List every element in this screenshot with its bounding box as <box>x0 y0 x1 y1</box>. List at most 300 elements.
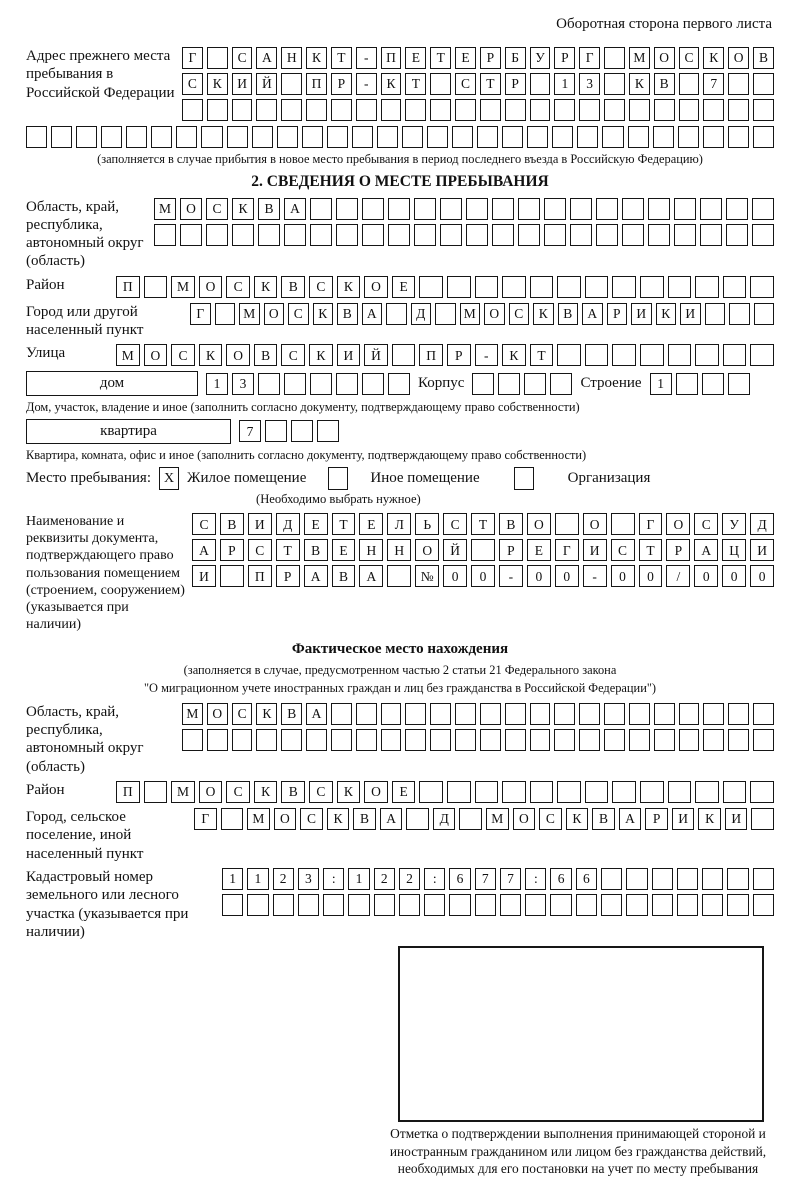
char-cell[interactable] <box>505 729 526 751</box>
char-cell[interactable] <box>387 565 411 587</box>
char-cell[interactable]: О <box>180 198 202 220</box>
char-cell[interactable] <box>753 868 774 890</box>
char-cell[interactable] <box>700 198 722 220</box>
char-cell[interactable]: И <box>631 303 652 325</box>
char-cell[interactable]: И <box>337 344 361 366</box>
char-cell[interactable]: Е <box>455 47 476 69</box>
char-cell[interactable] <box>284 224 306 246</box>
char-cell[interactable]: : <box>525 868 546 890</box>
char-cell[interactable] <box>348 894 369 916</box>
char-cell[interactable]: К <box>337 276 361 298</box>
char-cell[interactable]: К <box>306 47 327 69</box>
char-cell[interactable]: А <box>192 539 216 561</box>
char-cell[interactable] <box>306 729 327 751</box>
char-cell[interactable]: С <box>232 703 253 725</box>
char-cell[interactable]: В <box>304 539 328 561</box>
char-cell[interactable] <box>466 198 488 220</box>
char-cell[interactable] <box>679 99 700 121</box>
char-cell[interactable] <box>327 126 348 148</box>
char-cell[interactable]: И <box>680 303 701 325</box>
char-cell[interactable]: 3 <box>298 868 319 890</box>
char-cell[interactable] <box>602 126 623 148</box>
char-cell[interactable] <box>723 781 747 803</box>
char-cell[interactable] <box>702 894 723 916</box>
char-cell[interactable]: Т <box>331 47 352 69</box>
char-cell[interactable]: С <box>171 344 195 366</box>
char-cell[interactable]: С <box>539 808 562 830</box>
char-cell[interactable] <box>679 703 700 725</box>
char-cell[interactable]: Е <box>392 276 416 298</box>
char-cell[interactable]: 7 <box>500 868 521 890</box>
char-cell[interactable] <box>182 99 203 121</box>
char-cell[interactable]: В <box>281 703 302 725</box>
char-cell[interactable] <box>331 99 352 121</box>
char-cell[interactable] <box>703 126 724 148</box>
char-cell[interactable]: С <box>226 781 250 803</box>
char-cell[interactable]: Т <box>430 47 451 69</box>
char-cell[interactable]: Е <box>405 47 426 69</box>
char-cell[interactable]: 3 <box>232 373 254 395</box>
char-cell[interactable] <box>298 894 319 916</box>
char-cell[interactable] <box>256 729 277 751</box>
char-cell[interactable]: Е <box>332 539 356 561</box>
char-cell[interactable]: О <box>527 513 551 535</box>
char-cell[interactable]: Г <box>579 47 600 69</box>
char-cell[interactable]: К <box>337 781 361 803</box>
char-cell[interactable]: 2 <box>374 868 395 890</box>
char-cell[interactable]: В <box>254 344 278 366</box>
char-cell[interactable]: С <box>182 73 203 95</box>
char-cell[interactable] <box>585 781 609 803</box>
char-cell[interactable] <box>475 781 499 803</box>
char-cell[interactable]: 6 <box>550 868 571 890</box>
char-cell[interactable] <box>753 894 774 916</box>
char-cell[interactable] <box>258 373 280 395</box>
char-cell[interactable] <box>629 729 650 751</box>
char-cell[interactable]: К <box>381 73 402 95</box>
char-cell[interactable] <box>475 894 496 916</box>
char-cell[interactable]: Р <box>220 539 244 561</box>
char-cell[interactable]: К <box>533 303 554 325</box>
char-cell[interactable]: 7 <box>475 868 496 890</box>
char-cell[interactable] <box>362 373 384 395</box>
char-cell[interactable] <box>336 224 358 246</box>
char-cell[interactable] <box>702 373 724 395</box>
char-cell[interactable] <box>419 276 443 298</box>
char-cell[interactable]: Б <box>505 47 526 69</box>
char-cell[interactable] <box>653 126 674 148</box>
char-cell[interactable]: О <box>264 303 285 325</box>
char-cell[interactable] <box>182 729 203 751</box>
char-cell[interactable] <box>388 198 410 220</box>
char-cell[interactable]: В <box>281 276 305 298</box>
char-cell[interactable]: О <box>144 344 168 366</box>
char-cell[interactable] <box>530 73 551 95</box>
char-cell[interactable]: В <box>258 198 280 220</box>
char-cell[interactable] <box>430 703 451 725</box>
char-cell[interactable]: 1 <box>206 373 228 395</box>
char-cell[interactable]: И <box>672 808 695 830</box>
char-cell[interactable]: В <box>353 808 376 830</box>
char-cell[interactable] <box>256 99 277 121</box>
char-cell[interactable] <box>550 373 572 395</box>
char-cell[interactable]: - <box>475 344 499 366</box>
char-cell[interactable] <box>576 894 597 916</box>
char-cell[interactable]: В <box>499 513 523 535</box>
char-cell[interactable]: К <box>256 703 277 725</box>
char-cell[interactable] <box>265 420 287 442</box>
char-cell[interactable] <box>281 73 302 95</box>
char-cell[interactable]: 1 <box>222 868 243 890</box>
char-cell[interactable]: С <box>281 344 305 366</box>
char-cell[interactable]: В <box>654 73 675 95</box>
char-cell[interactable] <box>336 198 358 220</box>
char-cell[interactable] <box>356 703 377 725</box>
char-cell[interactable] <box>677 894 698 916</box>
char-cell[interactable]: И <box>750 539 774 561</box>
char-cell[interactable]: К <box>629 73 650 95</box>
char-cell[interactable] <box>726 224 748 246</box>
char-cell[interactable]: С <box>300 808 323 830</box>
char-cell[interactable]: Т <box>405 73 426 95</box>
char-cell[interactable] <box>414 224 436 246</box>
char-cell[interactable]: О <box>364 276 388 298</box>
char-cell[interactable]: П <box>116 781 140 803</box>
char-cell[interactable]: 6 <box>449 868 470 890</box>
char-cell[interactable]: И <box>232 73 253 95</box>
char-cell[interactable] <box>640 276 664 298</box>
char-cell[interactable] <box>207 99 228 121</box>
char-cell[interactable] <box>430 729 451 751</box>
char-cell[interactable] <box>640 344 664 366</box>
char-cell[interactable] <box>604 703 625 725</box>
char-cell[interactable] <box>362 198 384 220</box>
char-cell[interactable] <box>220 565 244 587</box>
char-cell[interactable]: Р <box>480 47 501 69</box>
char-cell[interactable] <box>557 344 581 366</box>
char-cell[interactable]: И <box>248 513 272 535</box>
char-cell[interactable] <box>180 224 202 246</box>
char-cell[interactable] <box>317 420 339 442</box>
char-cell[interactable] <box>310 224 332 246</box>
char-cell[interactable]: П <box>381 47 402 69</box>
char-cell[interactable]: С <box>248 539 272 561</box>
char-cell[interactable]: 6 <box>576 868 597 890</box>
char-cell[interactable] <box>502 276 526 298</box>
char-cell[interactable]: О <box>226 344 250 366</box>
char-cell[interactable]: С <box>455 73 476 95</box>
char-cell[interactable] <box>306 99 327 121</box>
char-cell[interactable]: М <box>171 781 195 803</box>
char-cell[interactable]: В <box>337 303 358 325</box>
char-cell[interactable] <box>604 73 625 95</box>
char-cell[interactable] <box>728 126 749 148</box>
char-cell[interactable] <box>695 781 719 803</box>
char-cell[interactable] <box>579 99 600 121</box>
char-cell[interactable] <box>405 729 426 751</box>
char-cell[interactable]: В <box>281 781 305 803</box>
char-cell[interactable]: У <box>722 513 746 535</box>
char-cell[interactable] <box>388 373 410 395</box>
char-cell[interactable] <box>702 868 723 890</box>
char-cell[interactable] <box>727 894 748 916</box>
char-cell[interactable]: С <box>443 513 467 535</box>
char-cell[interactable]: В <box>592 808 615 830</box>
char-cell[interactable]: Р <box>607 303 628 325</box>
char-cell[interactable]: Р <box>331 73 352 95</box>
char-cell[interactable]: К <box>703 47 724 69</box>
char-cell[interactable] <box>612 344 636 366</box>
char-cell[interactable]: 0 <box>750 565 774 587</box>
char-cell[interactable]: М <box>247 808 270 830</box>
char-cell[interactable] <box>377 126 398 148</box>
char-cell[interactable] <box>752 198 774 220</box>
char-cell[interactable] <box>525 894 546 916</box>
char-cell[interactable]: М <box>116 344 140 366</box>
char-cell[interactable] <box>530 781 554 803</box>
char-cell[interactable] <box>144 781 168 803</box>
char-cell[interactable]: В <box>558 303 579 325</box>
char-cell[interactable] <box>703 703 724 725</box>
char-cell[interactable]: 2 <box>273 868 294 890</box>
char-cell[interactable] <box>440 224 462 246</box>
char-cell[interactable]: У <box>530 47 551 69</box>
char-cell[interactable] <box>753 729 774 751</box>
char-cell[interactable] <box>207 47 228 69</box>
char-cell[interactable] <box>750 344 774 366</box>
char-cell[interactable] <box>76 126 97 148</box>
char-cell[interactable] <box>674 198 696 220</box>
char-cell[interactable] <box>577 126 598 148</box>
char-cell[interactable] <box>727 868 748 890</box>
char-cell[interactable] <box>492 198 514 220</box>
char-cell[interactable]: О <box>513 808 536 830</box>
char-cell[interactable]: М <box>629 47 650 69</box>
char-cell[interactable]: Т <box>276 539 300 561</box>
char-cell[interactable] <box>449 894 470 916</box>
char-cell[interactable] <box>232 99 253 121</box>
char-cell[interactable]: 0 <box>722 565 746 587</box>
stay-type-checkbox-other-premises[interactable] <box>328 467 348 490</box>
char-cell[interactable] <box>703 99 724 121</box>
char-cell[interactable] <box>475 276 499 298</box>
char-cell[interactable] <box>452 126 473 148</box>
char-cell[interactable]: М <box>460 303 481 325</box>
char-cell[interactable]: А <box>304 565 328 587</box>
char-cell[interactable]: О <box>666 513 690 535</box>
char-cell[interactable]: Г <box>639 513 663 535</box>
char-cell[interactable] <box>622 198 644 220</box>
char-cell[interactable] <box>227 126 248 148</box>
char-cell[interactable] <box>557 276 581 298</box>
char-cell[interactable] <box>640 781 664 803</box>
char-cell[interactable]: Л <box>387 513 411 535</box>
char-cell[interactable]: 1 <box>247 868 268 890</box>
char-cell[interactable] <box>505 703 526 725</box>
char-cell[interactable]: Д <box>433 808 456 830</box>
char-cell[interactable] <box>480 729 501 751</box>
char-cell[interactable] <box>652 894 673 916</box>
char-cell[interactable]: - <box>356 73 377 95</box>
char-cell[interactable] <box>570 224 592 246</box>
char-cell[interactable] <box>654 703 675 725</box>
stay-type-checkbox-residential[interactable]: X <box>159 467 179 490</box>
char-cell[interactable] <box>430 73 451 95</box>
char-cell[interactable]: О <box>364 781 388 803</box>
char-cell[interactable]: М <box>486 808 509 830</box>
char-cell[interactable] <box>215 303 236 325</box>
char-cell[interactable]: К <box>309 344 333 366</box>
char-cell[interactable] <box>291 420 313 442</box>
char-cell[interactable] <box>728 99 749 121</box>
char-cell[interactable]: С <box>679 47 700 69</box>
char-cell[interactable] <box>232 729 253 751</box>
char-cell[interactable] <box>466 224 488 246</box>
char-cell[interactable] <box>424 894 445 916</box>
char-cell[interactable] <box>392 344 416 366</box>
char-cell[interactable]: К <box>327 808 350 830</box>
char-cell[interactable] <box>527 126 548 148</box>
char-cell[interactable] <box>176 126 197 148</box>
char-cell[interactable]: А <box>694 539 718 561</box>
char-cell[interactable]: Й <box>364 344 388 366</box>
char-cell[interactable] <box>723 276 747 298</box>
char-cell[interactable] <box>399 894 420 916</box>
char-cell[interactable]: С <box>611 539 635 561</box>
char-cell[interactable] <box>530 729 551 751</box>
char-cell[interactable] <box>753 703 774 725</box>
char-cell[interactable] <box>544 198 566 220</box>
char-cell[interactable] <box>654 729 675 751</box>
char-cell[interactable] <box>753 73 774 95</box>
house-type-box[interactable]: дом <box>26 371 198 396</box>
char-cell[interactable]: О <box>484 303 505 325</box>
char-cell[interactable] <box>427 126 448 148</box>
char-cell[interactable] <box>723 344 747 366</box>
char-cell[interactable] <box>554 703 575 725</box>
char-cell[interactable] <box>678 126 699 148</box>
char-cell[interactable] <box>604 99 625 121</box>
char-cell[interactable]: Т <box>480 73 501 95</box>
char-cell[interactable] <box>252 126 273 148</box>
char-cell[interactable] <box>336 373 358 395</box>
char-cell[interactable]: - <box>356 47 377 69</box>
char-cell[interactable]: К <box>566 808 589 830</box>
char-cell[interactable]: С <box>192 513 216 535</box>
char-cell[interactable]: Г <box>190 303 211 325</box>
char-cell[interactable] <box>447 276 471 298</box>
char-cell[interactable] <box>752 224 774 246</box>
char-cell[interactable] <box>381 703 402 725</box>
char-cell[interactable]: П <box>116 276 140 298</box>
char-cell[interactable]: С <box>694 513 718 535</box>
char-cell[interactable] <box>277 126 298 148</box>
char-cell[interactable] <box>728 373 750 395</box>
char-cell[interactable]: И <box>192 565 216 587</box>
char-cell[interactable] <box>435 303 456 325</box>
char-cell[interactable]: А <box>306 703 327 725</box>
char-cell[interactable] <box>676 373 698 395</box>
char-cell[interactable] <box>554 99 575 121</box>
char-cell[interactable] <box>455 99 476 121</box>
char-cell[interactable] <box>101 126 122 148</box>
char-cell[interactable]: К <box>232 198 254 220</box>
char-cell[interactable] <box>601 868 622 890</box>
char-cell[interactable]: А <box>380 808 403 830</box>
char-cell[interactable]: Р <box>645 808 668 830</box>
char-cell[interactable]: С <box>226 276 250 298</box>
char-cell[interactable] <box>518 198 540 220</box>
char-cell[interactable]: Й <box>443 539 467 561</box>
char-cell[interactable] <box>596 224 618 246</box>
char-cell[interactable] <box>207 729 228 751</box>
char-cell[interactable] <box>648 224 670 246</box>
char-cell[interactable]: 0 <box>639 565 663 587</box>
char-cell[interactable]: 0 <box>443 565 467 587</box>
char-cell[interactable]: М <box>239 303 260 325</box>
char-cell[interactable]: А <box>359 565 383 587</box>
char-cell[interactable]: 0 <box>611 565 635 587</box>
char-cell[interactable]: О <box>415 539 439 561</box>
char-cell[interactable]: А <box>582 303 603 325</box>
char-cell[interactable] <box>612 276 636 298</box>
char-cell[interactable]: Д <box>750 513 774 535</box>
char-cell[interactable] <box>530 276 554 298</box>
char-cell[interactable]: И <box>725 808 748 830</box>
char-cell[interactable]: О <box>207 703 228 725</box>
char-cell[interactable]: С <box>206 198 228 220</box>
char-cell[interactable] <box>579 729 600 751</box>
char-cell[interactable] <box>472 373 494 395</box>
char-cell[interactable] <box>728 703 749 725</box>
char-cell[interactable] <box>386 303 407 325</box>
char-cell[interactable] <box>505 99 526 121</box>
char-cell[interactable]: Т <box>639 539 663 561</box>
char-cell[interactable] <box>668 781 692 803</box>
char-cell[interactable]: К <box>502 344 526 366</box>
char-cell[interactable] <box>455 729 476 751</box>
char-cell[interactable] <box>331 729 352 751</box>
char-cell[interactable]: С <box>309 276 333 298</box>
char-cell[interactable] <box>51 126 72 148</box>
char-cell[interactable] <box>430 99 451 121</box>
char-cell[interactable] <box>502 781 526 803</box>
char-cell[interactable] <box>281 99 302 121</box>
char-cell[interactable] <box>596 198 618 220</box>
char-cell[interactable] <box>555 513 579 535</box>
char-cell[interactable]: П <box>419 344 443 366</box>
char-cell[interactable]: Н <box>281 47 302 69</box>
char-cell[interactable] <box>754 303 775 325</box>
char-cell[interactable] <box>459 808 482 830</box>
char-cell[interactable] <box>604 729 625 751</box>
char-cell[interactable]: О <box>199 276 223 298</box>
char-cell[interactable]: Г <box>555 539 579 561</box>
char-cell[interactable] <box>729 303 750 325</box>
char-cell[interactable] <box>502 126 523 148</box>
char-cell[interactable] <box>530 703 551 725</box>
char-cell[interactable]: Г <box>182 47 203 69</box>
char-cell[interactable]: А <box>362 303 383 325</box>
char-cell[interactable]: Н <box>387 539 411 561</box>
char-cell[interactable] <box>284 373 306 395</box>
char-cell[interactable] <box>331 703 352 725</box>
char-cell[interactable]: В <box>332 565 356 587</box>
apartment-type-box[interactable]: квартира <box>26 419 231 444</box>
char-cell[interactable]: Р <box>447 344 471 366</box>
char-cell[interactable]: Е <box>392 781 416 803</box>
char-cell[interactable]: И <box>583 539 607 561</box>
